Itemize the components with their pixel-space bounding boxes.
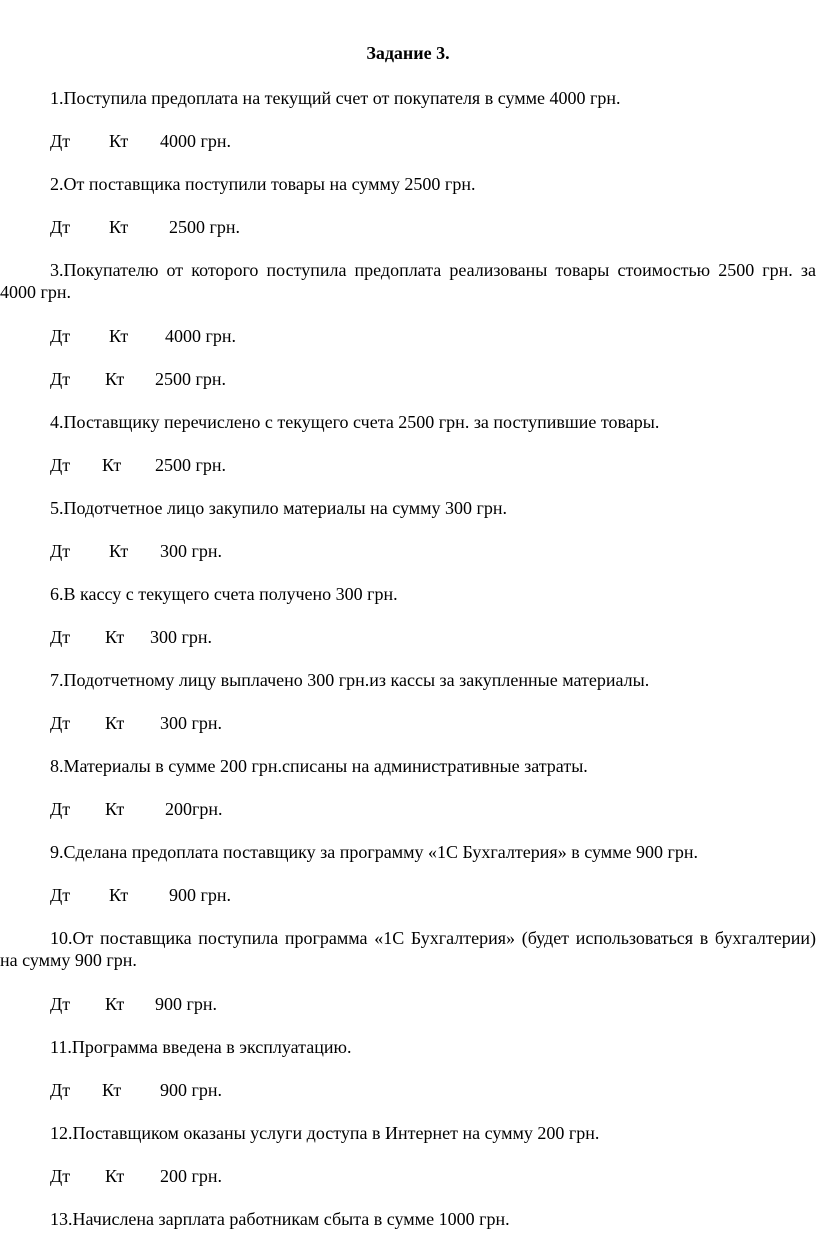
- task-9-text: 9.Сделана предоплата поставщику за программу «1С Бухгалтерия» в сумме 900 грн.: [50, 842, 698, 862]
- credit-label: Кт: [105, 369, 125, 389]
- task-3-text: 3.Покупателю от которого поступила предоплата реализованы товары стоимостью 2500 грн. за 4000 грн.: [0, 260, 816, 302]
- task-4-text: 4.Поставщику перечислено с текущего счета 2500 грн. за поступившие товары.: [50, 412, 660, 432]
- amount: 2500 грн.: [169, 217, 241, 237]
- task-13-text: 13.Начислена зарплата работникам сбыта в сумме 1000 грн.: [50, 1209, 510, 1229]
- amount: 4000 грн.: [160, 131, 232, 151]
- task-5-text: 5.Подотчетное лицо закупило материалы на сумму 300 грн.: [50, 498, 508, 518]
- credit-label: Кт: [105, 1166, 125, 1186]
- credit-label: Кт: [105, 994, 125, 1014]
- page-title: Задание 3.: [366, 43, 450, 63]
- credit-label: Кт: [109, 885, 129, 905]
- task-2-text: 2.От поставщика поступили товары на сумму 2500 грн.: [50, 174, 476, 194]
- task-10-text: 10.От поставщика поступила программа «1С Бухгалтерия» (будет использоваться в бухгалтерии) на сумму 900 грн.: [0, 928, 816, 970]
- amount: 200грн.: [165, 799, 223, 819]
- debit-label: Дт: [50, 541, 71, 561]
- credit-label: Кт: [105, 799, 125, 819]
- task-6-text: 6.В кассу с текущего счета получено 300 грн.: [50, 584, 398, 604]
- amount: 900 грн.: [169, 885, 232, 905]
- amount: 200 грн.: [160, 1166, 223, 1186]
- task-1-text: 1.Поступила предоплата на текущий счет от покупателя в сумме 4000 грн.: [50, 88, 621, 108]
- debit-label: Дт: [50, 994, 71, 1014]
- credit-label: Кт: [109, 131, 129, 151]
- debit-label: Дт: [50, 885, 71, 905]
- debit-label: Дт: [50, 713, 71, 733]
- amount: 900 грн.: [155, 994, 218, 1014]
- credit-label: Кт: [102, 455, 122, 475]
- amount: 4000 грн.: [165, 326, 237, 346]
- credit-label: Кт: [109, 326, 129, 346]
- debit-label: Дт: [50, 455, 71, 475]
- credit-label: Кт: [109, 541, 129, 561]
- task-12-text: 12.Поставщиком оказаны услуги доступа в Интернет на сумму 200 грн.: [50, 1123, 600, 1143]
- task-8-text: 8.Материалы в сумме 200 грн.списаны на административные затраты.: [50, 756, 588, 776]
- debit-label: Дт: [50, 799, 71, 819]
- amount: 2500 грн.: [155, 455, 227, 475]
- debit-label: Дт: [50, 1080, 71, 1100]
- task-7-text: 7.Подотчетному лицу выплачено 300 грн.из кассы за закупленные материалы.: [50, 670, 650, 690]
- amount: 900 грн.: [160, 1080, 223, 1100]
- amount: 300 грн.: [150, 627, 213, 647]
- amount: 300 грн.: [160, 713, 223, 733]
- credit-label: Кт: [105, 713, 125, 733]
- debit-label: Дт: [50, 131, 71, 151]
- debit-label: Дт: [50, 369, 71, 389]
- credit-label: Кт: [102, 1080, 122, 1100]
- credit-label: Кт: [109, 217, 129, 237]
- debit-label: Дт: [50, 1166, 71, 1186]
- amount: 2500 грн.: [155, 369, 227, 389]
- amount: 300 грн.: [160, 541, 223, 561]
- debit-label: Дт: [50, 217, 71, 237]
- task-11-text: 11.Программа введена в эксплуатацию.: [50, 1037, 352, 1057]
- credit-label: Кт: [105, 627, 125, 647]
- debit-label: Дт: [50, 627, 71, 647]
- debit-label: Дт: [50, 326, 71, 346]
